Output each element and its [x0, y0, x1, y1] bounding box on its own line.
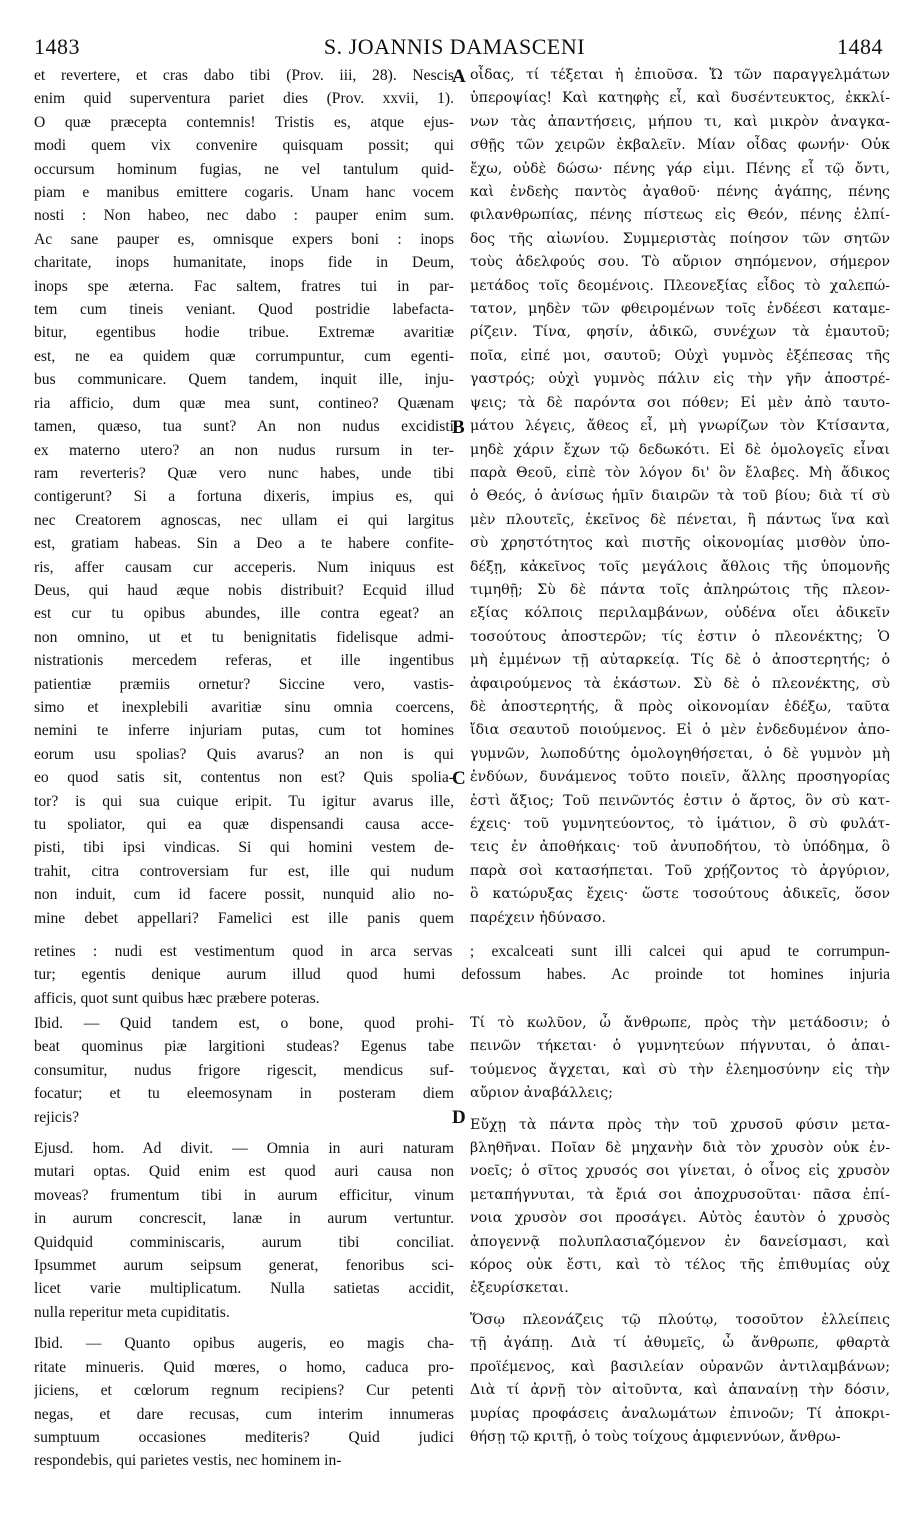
- text-line: θήσῃ τῷ κριτῇ, ὁ τοὺς τοίχους ἀμφιεννύων, ἄνθρω-: [470, 1428, 841, 1445]
- text-line: licet varie multiplicatum. Nulla satietas accidit,: [34, 1280, 454, 1298]
- text-line: τούμενος ἄγχεται, καὶ σὺ τὴν ἐλεημοσύνην εἰς τὴν: [470, 1061, 890, 1078]
- text-line: jiciens, et cœlorum regnum recipiens? Cur petenti: [34, 1382, 454, 1400]
- text-line: piam e manibus emittere cogaris. Unam hanc vocem: [34, 184, 454, 202]
- text-line: φιλανθρωπίας, πένης πίστεως εἰς Θεόν, πένης ἐλπί-: [470, 207, 890, 224]
- text-line: Ὅσῳ πλεονάζεις τῷ πλούτῳ, τοσοῦτον ἐλλείπεις: [470, 1311, 890, 1328]
- text-line: tur; egentis denique aurum illud quod humi defossum habes. Ac proinde tot homines injuria: [34, 966, 890, 984]
- text-line: bitur, egentibus hodie tribue. Extremæ avaritiæ: [34, 324, 454, 342]
- text-line: ἔχω, οὐδὲ δώσω· πένης γάρ εἰμι. Πένης εἶ τῷ ὄντι,: [470, 160, 890, 177]
- text-line: simo et inexplebili avaritiæ sinu omnia coercens,: [34, 698, 454, 716]
- text-line: ex materno utero? an non nudus rursum in ter-: [34, 441, 454, 459]
- text-line: charitate, inops humanitate, inops fide in Deum,: [34, 254, 454, 272]
- latin-column-bottom: [34, 1012, 454, 1481]
- text-line: O quæ præcepta contemnis! Tristis es, atque ejus-: [34, 113, 454, 131]
- text-line: occursum hominum fugias, ne vel tantulum quid-: [34, 160, 454, 178]
- text-line: νοεῖς; ὁ σῖτος χρυσός σοι γίνεται, ὁ οἶνος εἰς χρυσὸν: [470, 1163, 890, 1180]
- paragraph: [470, 1309, 890, 1449]
- text-line: retines : nudi est vestimentum quod in arca servas ; excalceati sunt illi calcei qui apud te corrumpun-: [34, 943, 890, 960]
- text-line: tamen, quæso, tua sunt? An non nudus excidisti: [34, 418, 454, 436]
- text-line: σὺ χρηστότητος καὶ πιστῆς οἰκονομίας μισθὸν ὑπο-: [470, 535, 890, 552]
- text-line: ποῖα, εἰπέ μοι, σαυτοῦ; Οὐχὶ γυμνὸς ἐξέπεσας τῆς: [470, 347, 890, 364]
- text-line: αὔριον ἀναβάλλεις;: [470, 1085, 613, 1102]
- text-line: ὃ κατώρυξας ἔχεις· ὥστε τοσούτους ἀδικεῖς, ὅσον: [470, 886, 890, 903]
- text-line: mine debet appellari? Famelici est ille panis quem: [34, 909, 454, 927]
- text-line: inops spe æterna. Fac saltem, fratres tui in par-: [34, 277, 454, 295]
- text-line: τατον, μηδὲν τῶν φθειρομένων τοῖς ἐνδέεσι καταμε-: [470, 301, 890, 318]
- text-line: non omnino, ut et tu benignitatis fidelisque admi-: [34, 628, 454, 646]
- text-line: προϊέμενος, καὶ βασιλείαν οὐρανῶν ἀντιλαμβάνων;: [470, 1358, 890, 1375]
- text-line: Ibid. — Quid tandem est, o bone, quod prohi-: [34, 1015, 454, 1032]
- text-line: γυμνῶν, λωποδύτης ὁμολογηθήσεται, ὁ δὲ γυμνὸν μὴ: [470, 745, 890, 762]
- right-page-number: 1484: [837, 34, 883, 59]
- text-line: eorum usu spolias? Quis avarus? an non is qui: [34, 745, 454, 763]
- running-header: [0, 34, 909, 64]
- text-line: πεινῶν τήκεται· ὁ γυμνητεύων πήγνυται, ὁ ἀπαι-: [470, 1038, 890, 1055]
- text-line: nistrationis mercedem referas, et ille ingentibus: [34, 652, 454, 670]
- text-line: nemini te inferre injuriam putas, cum tot homines: [34, 722, 454, 740]
- text-line: ρίζειν. Τίνα, φησίν, ἀδικῶ, συνέχων τὰ ἐμαυτοῦ;: [470, 324, 890, 341]
- text-line: ψεις; τὰ δὲ παρόντα σοι πόθεν; Εἰ μὲν ἀπὸ ταυτο-: [470, 394, 890, 411]
- running-title: S. JOANNIS DAMASCENI: [323, 34, 586, 59]
- text-line: contigerunt? Si a fortuna dixeris, impius es, qui: [34, 488, 454, 506]
- text-line: rejicis?: [34, 1108, 80, 1126]
- text-line: Εὔχῃ τὰ πάντα πρὸς τὴν τοῦ χρυσοῦ φύσιν μετα-: [470, 1116, 890, 1133]
- text-line: est cur tu opibus abundes, ille contra egeat? an: [34, 605, 454, 623]
- text-line: afficis, quot sunt quibus hæc præbere poteras.: [34, 989, 320, 1007]
- text-line: modi quem vix convenire quisquam possit; qui: [34, 137, 454, 155]
- text-line: tem cum tineis veniant. Quod postridie labefacta-: [34, 301, 454, 319]
- text-line: consumitur, nudus frigore rigescit, mendicus suf-: [34, 1061, 454, 1079]
- text-line: Quidquid comminiscaris, aurum tibi conciliat.: [34, 1233, 454, 1251]
- text-line: ram reverteris? Quæ vero nunc habes, unde tibi: [34, 464, 454, 482]
- text-line: beat quominus piæ largitioni studeas? Egenus tabe: [34, 1038, 454, 1056]
- text-line: focatur; et tu eleemosynam in posteram diem: [34, 1085, 454, 1103]
- text-line: nosti : Non habeo, nec dabo : pauper enim sum.: [34, 207, 454, 225]
- text-line: ἐστὶ ἄξιος; Τοῦ πεινῶντός ἐστιν ὁ ἄρτος, ὃν σὺ κατ-: [470, 792, 890, 809]
- text-line: εξίας κόλποις περιλαμβάνων, οὐδένα οἴει ἀδικεῖν: [470, 605, 890, 622]
- text-line: τοσούτους ἀποστερῶν; τίς ἐστιν ὁ πλεονέκτης; Ὁ: [470, 628, 890, 645]
- paragraph: [470, 1114, 890, 1301]
- text-line: patientiæ præmiis ornetur? Siccine vero, vastis-: [34, 675, 454, 693]
- text-line: tu spoliator, qui ea quæ dispensandi causa acce-: [34, 816, 454, 833]
- margin-letter-d: D: [452, 1107, 466, 1128]
- paragraph: [34, 1012, 454, 1129]
- text-line: sumptuum occasiones mediteris? Quid judici: [34, 1428, 454, 1446]
- latin-full-width-continuation: [34, 940, 890, 1010]
- text-line: nec Creatorem agnoscas, nec ullam ei qui largitus: [34, 511, 454, 529]
- greek-column-top: [470, 64, 890, 930]
- text-line: ria afficio, dum quæ mea sunt, contineo? Quænam: [34, 394, 454, 412]
- text-line: κόρος οὐκ ἔστι, καὶ τὸ τέλος τῆς ἐπιθυμίας οὐχ: [470, 1257, 890, 1274]
- text-line: est, ne ea quidem quæ corrumpuntur, cum egenti-: [34, 347, 454, 365]
- text-line: Ipsummet aurum seipsum generat, fenoribus sci-: [34, 1257, 454, 1275]
- text-line: παρὰ Θεοῦ, εἰπὲ τὸν λόγον δι' ὃν ἔλαβες. Μὴ ἄδικος: [470, 464, 890, 481]
- text-line: νων τὰς ἀπαντήσεις, μήπου τι, καὶ μικρὸν ἀναγκα-: [470, 113, 890, 130]
- text-line: mutari optas. Quid enim est quod auri causa non: [34, 1163, 454, 1181]
- text-line: ris, affer causam cur acceperis. Num iniquus est: [34, 558, 454, 576]
- text-line: in aurum concrescit, lanæ in aurum vertuntur.: [34, 1210, 454, 1228]
- text-line: μεταπήγνυται, τὰ ἔριά σοι ἀποχρυσοῦται· πᾶσα ἐπί-: [470, 1186, 890, 1203]
- left-page-number: 1483: [34, 34, 80, 59]
- paragraph: [34, 1332, 454, 1472]
- text-line: Ejusd. hom. Ad divit. — Omnia in auri naturam: [34, 1140, 454, 1158]
- text-line: γαστρός; οὐχὶ γυμνὸς πάλιν εἰς τὴν γῆν ἀποστρέ-: [470, 371, 890, 388]
- text-line: δος τῆς αἰωνίου. Συμμεριστὰς ποίησον τῶν σητῶν: [470, 230, 890, 247]
- text-line: μηδὲ χάριν ἔχων τῷ δεδωκότι. Εἰ δὲ ὁμολογεῖς εἶναι: [470, 441, 890, 458]
- text-line: ὑπεροψίας! Καὶ κατηφὴς εἶ, καὶ δυσέντευκτος, ἐκκλί-: [470, 90, 890, 107]
- text-line: ἴδια σεαυτοῦ ποιούμενος. Εἰ ὁ μὲν ἐνδεδυμένον ἀπο-: [470, 722, 890, 739]
- text-line: Ibid. — Quanto opibus augeris, eo magis cha-: [34, 1335, 454, 1353]
- margin-letter-c: C: [452, 768, 466, 789]
- text-line: pisti, tibi ipsi vindicas. Si qui homini vestem de-: [34, 839, 454, 857]
- text-line: δέξῃ, κἀκεῖνος τοῖς μεγάλοις ἄθλοις τῆς ὑπομονῆς: [470, 558, 890, 575]
- text-line: negas, et dare recusas, cum interim innumeras: [34, 1405, 454, 1423]
- text-line: ἐνδύων, δυνάμενος τοῦτο ποιεῖν, ἄλλης προσηγορίας: [470, 769, 890, 786]
- text-line: ἐξευρίσκεται.: [470, 1280, 569, 1297]
- text-line: τεις ἐν ἀποθήκαις· τοῦ ἀνυποδήτου, τὸ ὑπόδημα, ὃ: [470, 839, 890, 856]
- text-line: et revertere, et cras dabo tibi (Prov. iii, 28). Nescis: [34, 67, 454, 84]
- text-line: ἀπογεννᾷ πολυπλασιαζόμενον ἐν δανείσμασι, καὶ: [470, 1233, 890, 1250]
- text-line: έχεις· τοῦ γυμνητεύοντος, τὸ ἱμάτιον, ὃ σὺ φυλάτ-: [470, 816, 890, 832]
- text-line: tor? is qui sua cuique eripit. Tu igitur avarus ille,: [34, 792, 454, 810]
- text-line: moveas? frumentum tibi in aurum efficitur, vinum: [34, 1186, 454, 1204]
- text-line: Ac sane pauper es, omnisque expers boni : inops: [34, 230, 454, 248]
- text-line: ritate minueris. Quid mœres, o homo, caduca pro-: [34, 1358, 454, 1376]
- text-line: ὁ Θεός, ὁ ἀνίσως ἡμῖν διαιρῶν τὰ τοῦ βίου; διὰ τί σὺ: [470, 488, 890, 505]
- text-line: τοὺς ἀδελφούς σου. Τὸ αὔριον σηπόμενον, σήμερον: [470, 254, 890, 271]
- text-line: trahit, citra controversiam fur est, ille qui nudum: [34, 862, 454, 880]
- text-line: Διὰ τί ἀρνῇ τὸν αἰτοῦντα, καὶ ἀπαναίνῃ τὴν δόσιν,: [470, 1382, 890, 1399]
- paragraph: [34, 1137, 454, 1324]
- text-line: μάτου λέγεις, ἄθεος εἶ, μὴ γνωρίζων τὸν Κτίσαντα,: [470, 418, 890, 435]
- text-line: δὲ ἀποστερητής, ἃ πρὸς οἰκονομίαν ἐδέξω, ταῦτα: [470, 698, 890, 715]
- text-line: Deus, qui haud æque nobis distribuit? Ecquid illud: [34, 581, 454, 599]
- latin-column-top: [34, 64, 454, 930]
- text-line: παρέχειν ἠδύνασο.: [470, 909, 606, 926]
- text-line: βληθῆναι. Ποῖαν δὲ μηχανὴν διὰ τὸν χρυσὸν οὐκ ἐν-: [470, 1140, 890, 1157]
- text-line: est, gratiam habeas. Sin a Deo a te habere confite-: [34, 535, 454, 553]
- text-line: respondebis, qui parietes vestis, nec hominem in-: [34, 1452, 342, 1470]
- text-line: nulla reperitur meta cupiditatis.: [34, 1303, 230, 1321]
- text-line: σθῇς τῶν χειρῶν ἐκβαλεῖν. Μίαν οἶδας φωνήν· Οὐκ: [470, 137, 890, 154]
- text-line: παρὰ σοὶ κατασήπεται. Τοῦ χρῄζοντος τὸ ἀργύριον,: [470, 862, 890, 879]
- text-line: bus communicare. Quem tandem, inquit ille, inju-: [34, 371, 454, 389]
- greek-column-bottom: [470, 1012, 890, 1457]
- text-line: Τί τὸ κωλῦον, ὦ ἄνθρωπε, πρὸς τὴν μετάδοσιν; ὁ: [470, 1015, 890, 1031]
- text-line: eo quod satis sit, contentus non est? Quis spolia-: [34, 769, 454, 787]
- text-line: μὴ ἐμμένων τῇ αὐταρκείᾳ. Τίς δὲ ὁ ἀποστερητής; ὁ: [470, 652, 890, 669]
- text-line: ἀφαιρούμενος τὰ ἑκάστων. Σὺ δὲ ὁ πλεονέκτης, σὺ: [470, 675, 890, 692]
- text-line: μὲν πλουτεῖς, ἐκεῖνος δὲ πένεται, ἢ πάντως ἵνα καὶ: [470, 511, 890, 528]
- paragraph: [470, 1012, 890, 1106]
- text-line: καὶ ἐνδεὴς παντὸς ἀγαθοῦ· πένης ἀγάπης, πένης: [470, 184, 890, 201]
- text-line: τιμηθῇ; Σὺ δὲ πάντα τοῖς ἀπληρώτοις τῆς πλεον-: [470, 581, 890, 598]
- margin-letter-b: B: [452, 417, 465, 438]
- margin-letter-a: A: [452, 66, 466, 87]
- text-line: μυρίας προφάσεις ἀναλωμάτων ἐπινοῶν; Τί ἀποκρι-: [470, 1405, 890, 1422]
- text-line: non induit, cum id facere possit, nunquid alio no-: [34, 886, 454, 904]
- text-line: νοια χρυσὸν σοι προσάγει. Αὐτὸς ἑαυτὸν ὁ χρυσὸς: [470, 1210, 890, 1227]
- text-line: οἶδας, τί τέξεται ἡ ἐπιοῦσα. Ὤ τῶν παραγγελμάτων: [470, 67, 890, 83]
- text-line: τῇ ἀγάπῃ. Διὰ τί ἀθυμεῖς, ὦ ἄνθρωπε, φθαρτὰ: [470, 1335, 890, 1352]
- text-line: μετάδος τοῖς δεομένοις. Πλεονεξίας εἶδος τὸ χαλεπώ-: [470, 277, 890, 294]
- text-line: enim quid superventura pariet dies (Prov. xxvii, 1).: [34, 90, 454, 108]
